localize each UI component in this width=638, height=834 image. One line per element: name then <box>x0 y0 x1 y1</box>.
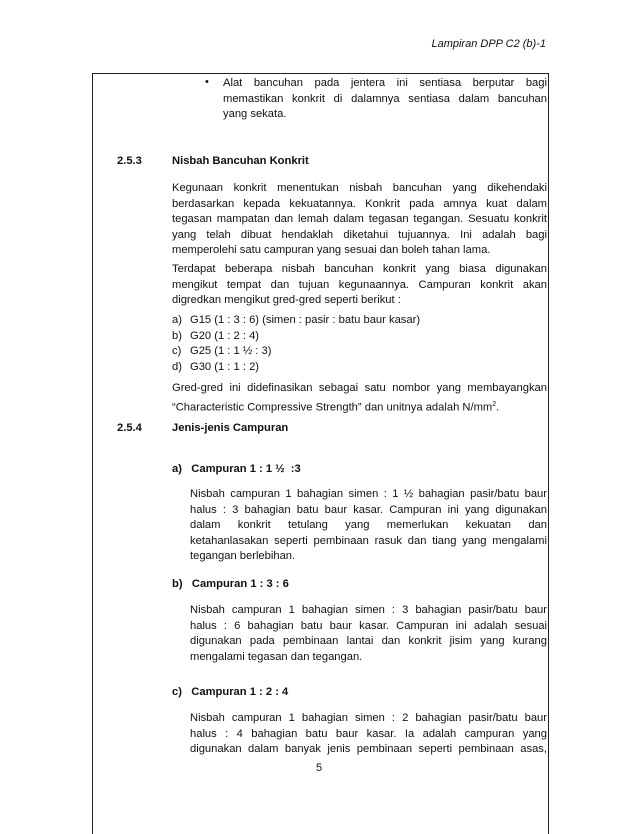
text-line: tegangan berlebihan. <box>190 550 296 563</box>
text-line: halus : 3 bahagian batu baur kasar. Campuran ini yang digunakan <box>190 503 547 516</box>
text-line: “Characteristic Compressive Strength” dan unitnya adalah $N/mm^2$. <box>172 400 500 414</box>
paragraph <box>190 603 547 665</box>
text-line: Alat bancuhan pada jentera ini sentiasa berputar bagi <box>223 77 547 89</box>
bullet-paragraph <box>223 76 547 123</box>
section-number: 2.5.4 <box>117 422 142 434</box>
subsection-heading: c) Campuran 1 : 2 : 4 <box>172 686 289 698</box>
text-line: yang sekata. <box>223 108 287 121</box>
text-line: Nisbah campuran 1 bahagian simen : 1 ½ bahagian pasir/batu baur <box>190 488 547 500</box>
text-line: memperolehi satu campuran yang sesuai dan boleh tahan lama. <box>172 244 491 257</box>
text-line: berdasarkan kepada kekuatannya. Konkrit pada amnya kuat dalam <box>172 197 547 210</box>
text-line: halus : 4 bahagian batu baur kasar. Ia adalah campuran yang <box>190 727 547 740</box>
subsection-heading: a) Campuran 1 : 1 ½ :3 <box>172 463 301 475</box>
text-line: mengikut tempat dan tujuan kegunaannya. Campuran konkrit akan <box>172 278 547 291</box>
text-line: mengalami tegasan dan tegangan. <box>190 650 363 663</box>
text-line: halus : 6 bahagian batu baur kasar. Campuran ini adalah sesuai <box>190 619 547 632</box>
text-line: Nisbah campuran 1 bahagian simen : 2 bahagian pasir/batu baur <box>190 712 547 724</box>
text-line: Gred-gred ini didefinasikan sebagai satu nombor yang membayangkan <box>172 382 547 394</box>
list-item: c) G25 (1 : 1 ½ : 3) <box>172 345 272 358</box>
section-number: 2.5.3 <box>117 155 142 167</box>
text-line: digredkan mengikut gred-gred seperti berikut : <box>172 294 401 307</box>
paragraph <box>172 262 547 309</box>
subsection-heading: b) Campuran 1 : 3 : 6 <box>172 578 289 590</box>
text-line: digunakan pada pembinaan lantai dan konkrit jisim yang kurang <box>190 635 547 648</box>
list-item: b) G20 (1 : 2 : 4) <box>172 329 260 342</box>
paragraph <box>172 181 547 259</box>
list-item: d) G30 (1 : 1 : 2) <box>172 360 260 373</box>
text-line: Kegunaan konkrit menentukan nisbah bancuhan yang dikehendaki <box>172 182 547 194</box>
text-line: memastikan konkrit di dalamnya sentiasa dalam bancuhan <box>223 92 547 105</box>
list-item: a) G15 (1 : 3 : 6) (simen : pasir : batu baur kasar) <box>172 314 421 326</box>
section-title: Nisbah Bancuhan Konkrit <box>172 155 309 167</box>
section-title: Jenis-jenis Campuran <box>172 422 289 434</box>
text-line: dalam konkrit tetulang yang memerlukan kekuatan dan <box>190 519 547 532</box>
text-line: tegasan mampatan dan lemah dalam tegasan tegangan. Sesuatu konkrit <box>172 213 547 226</box>
bullet-icon: • <box>205 76 209 88</box>
page-number: 5 <box>315 762 323 774</box>
text-line: yang telah dibuat hendaklah diketahui tujuannya. Ini adalah bagi <box>172 228 547 241</box>
paragraph <box>190 711 547 758</box>
page-header: Lampiran DPP C2 (b)-1 <box>431 38 546 50</box>
text-line: Terdapat beberapa nisbah bancuhan konkrit yang biasa digunakan <box>172 263 547 275</box>
paragraph <box>190 487 547 565</box>
text-line: Nisbah campuran 1 bahagian simen : 3 bahagian pasir/batu baur <box>190 604 547 616</box>
text-line: ketahanlasakan seperti pembinaan rasuk dan tiang yang mengalami <box>190 534 547 547</box>
paragraph <box>172 381 547 416</box>
grade-list <box>172 313 547 375</box>
text-line: digunakan dalam banyak jenis pembinaan seperti pembinaan asas, <box>190 743 547 756</box>
